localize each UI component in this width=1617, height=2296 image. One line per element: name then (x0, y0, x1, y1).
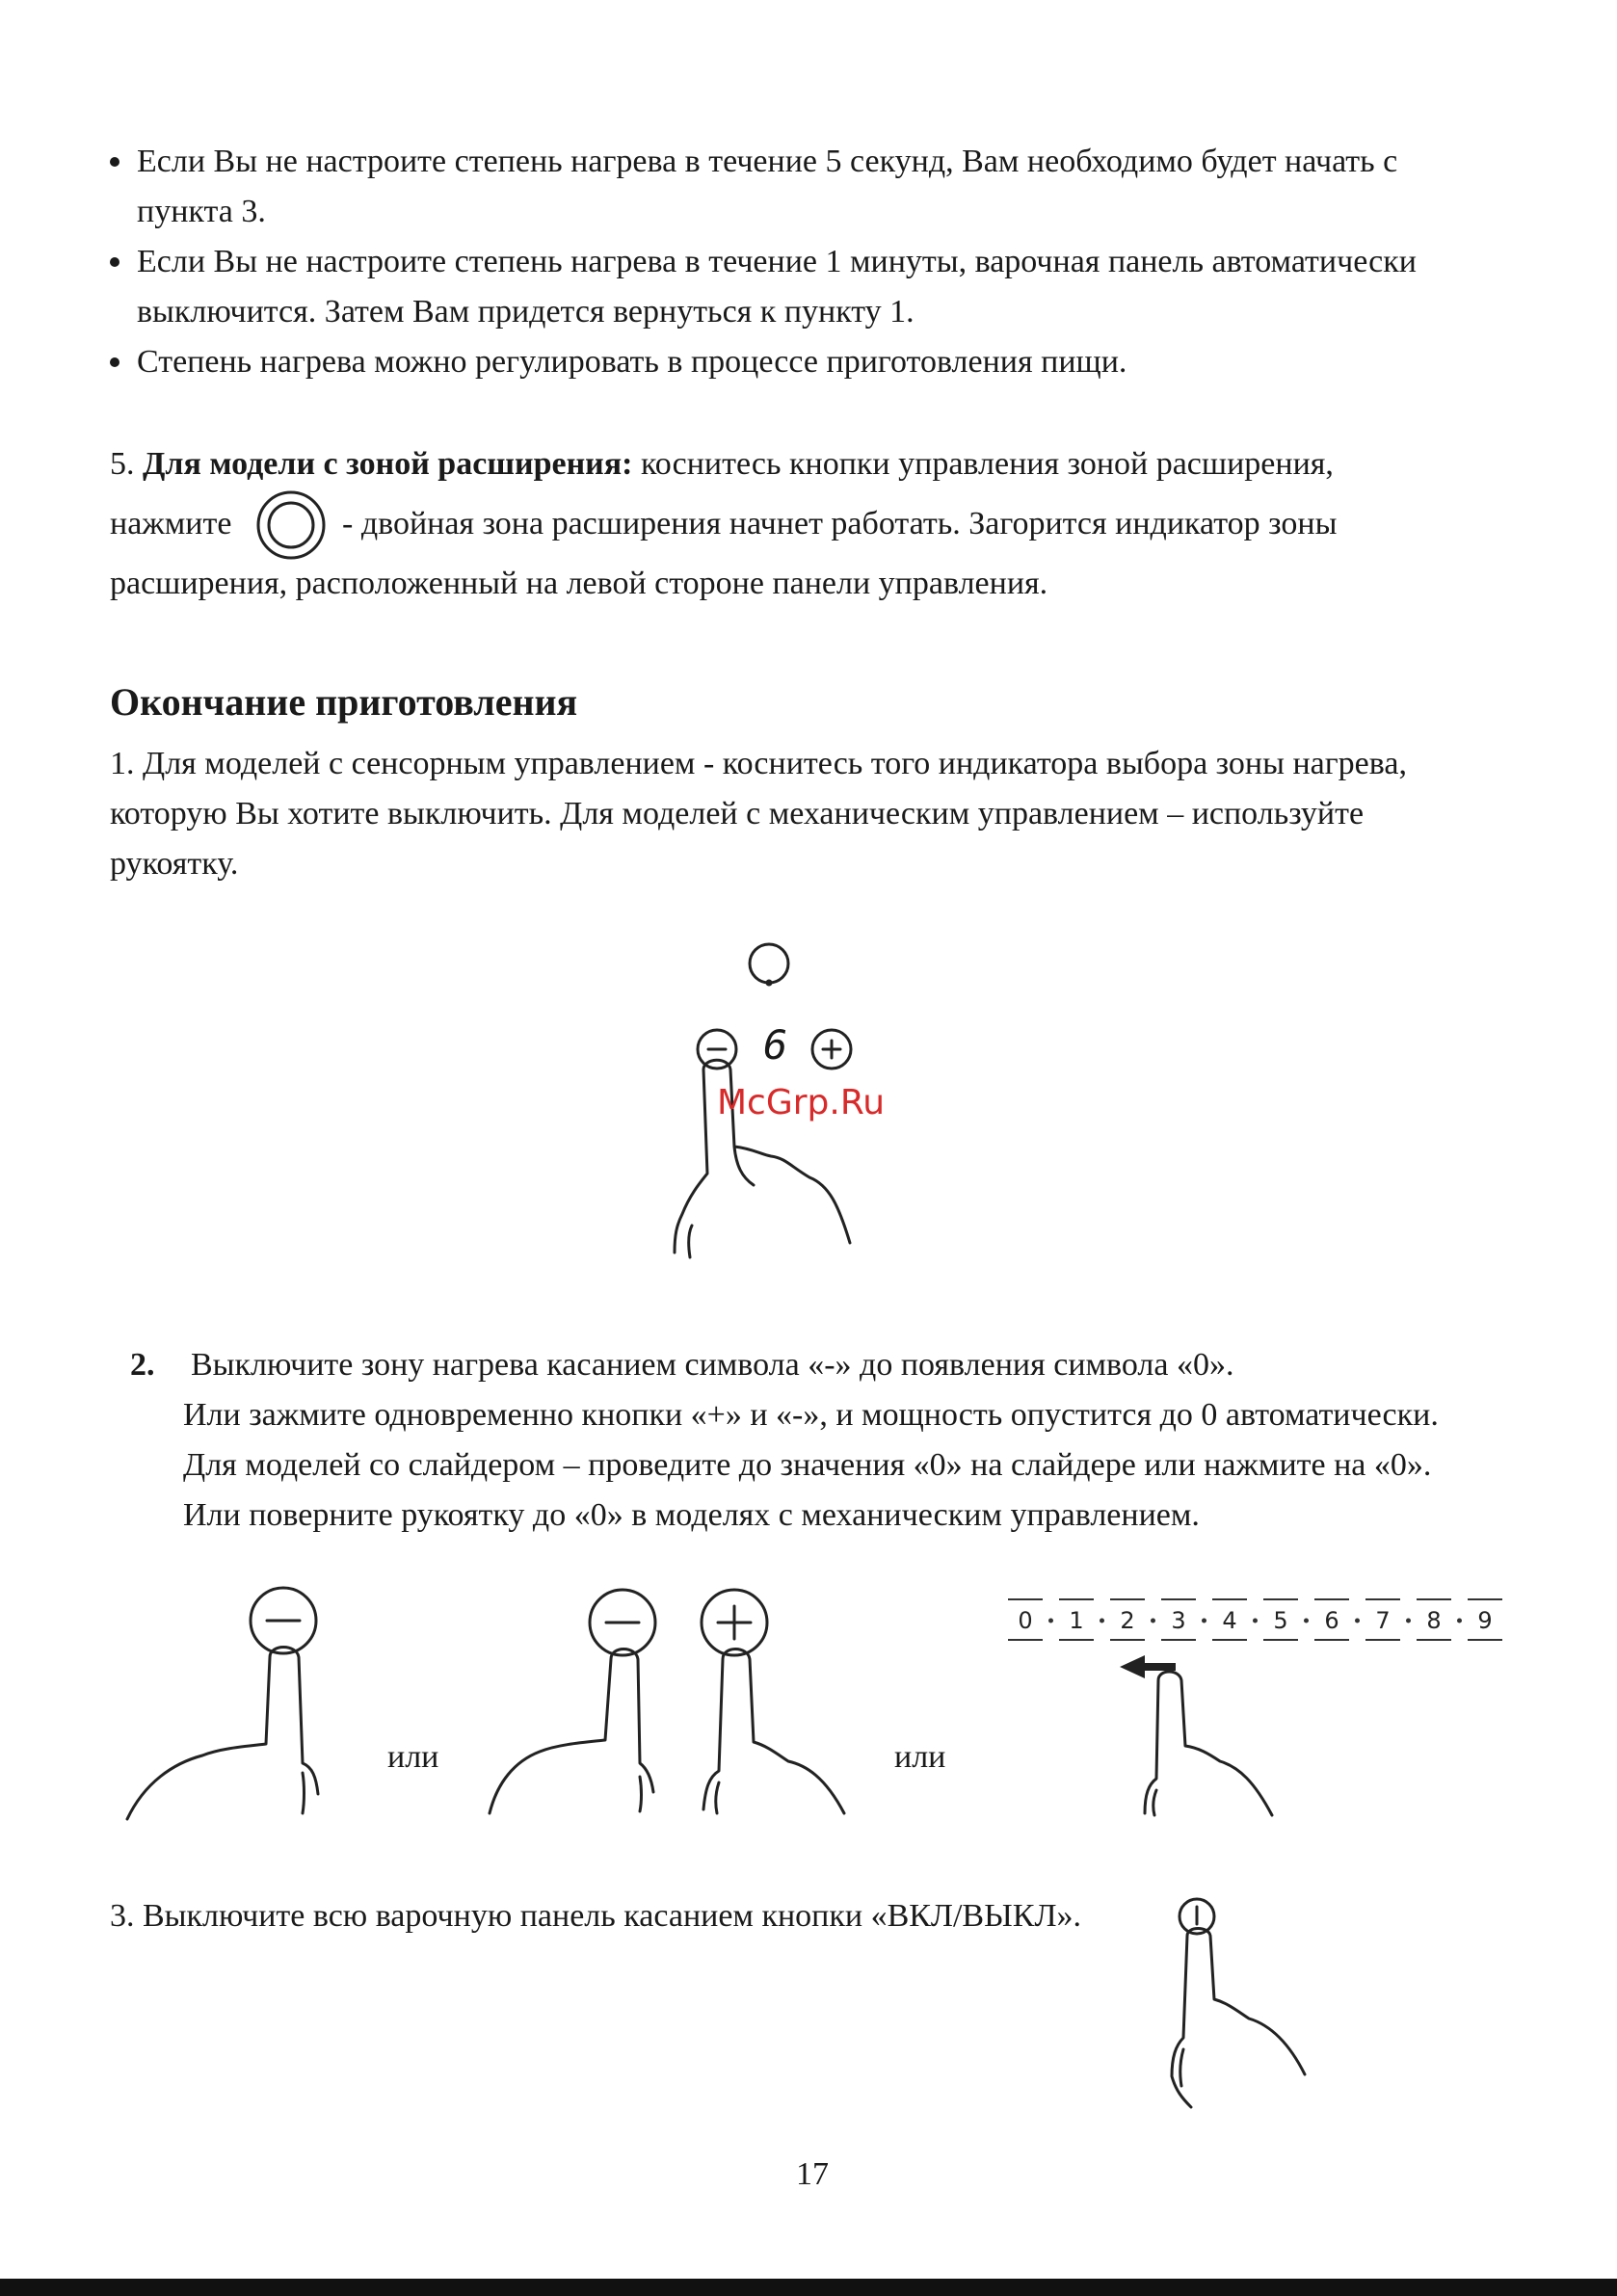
figure-zone-selector (665, 925, 935, 1281)
step-3-text: 3. Выключите всю варочную панель касанием кнопки «ВКЛ/ВЫКЛ». (110, 1898, 1081, 1934)
minus-button-icon (590, 1590, 655, 1655)
plus-button-icon (702, 1590, 767, 1655)
or-label: или (894, 1739, 946, 1775)
power-level-display: 6 (763, 1021, 788, 1069)
bullet-2-line-1: Если Вы не настроите степень нагрева в течение 1 минуты, варочная панель автоматически (137, 244, 1417, 279)
hand-icon (1145, 1672, 1272, 1815)
step-5-line-2: - двойная зона расширения начнет работать. Загорится индикатор зоны (342, 506, 1338, 541)
hand-icon (1172, 1929, 1305, 2108)
arrow-left-icon (1120, 1655, 1176, 1678)
figure-turn-off-methods (116, 1570, 1513, 1831)
section-title: Окончание приготовления (110, 680, 578, 724)
minus-button-icon (698, 1030, 736, 1069)
hand-icon (490, 1649, 653, 1814)
watermark-text: McGrp.Ru (717, 1083, 886, 1122)
plus-button-icon (812, 1030, 851, 1069)
slider-separator-dot (1202, 1619, 1206, 1623)
slider-label-3[interactable]: 3 (1171, 1607, 1186, 1634)
section-paragraph-line-3: рукоятку. (110, 846, 239, 882)
step-2-line-1: Выключите зону нагрева касанием символа «-» до появления символа «0». (191, 1347, 1234, 1383)
step-5-bold-label: Для модели с зоной расширения: (143, 446, 633, 482)
slider-label-5[interactable]: 5 (1273, 1607, 1288, 1634)
power-press-illustration (1156, 1893, 1330, 2115)
slider-label-1[interactable]: 1 (1069, 1607, 1084, 1634)
slider-illustration (1002, 1570, 1513, 1821)
slider-separator-dot (1304, 1619, 1309, 1623)
page-number: 17 (796, 2156, 829, 2192)
bullet-icon (110, 257, 119, 267)
or-label: или (387, 1739, 439, 1775)
step-2-number: 2. (130, 1347, 155, 1383)
bullet-icon (110, 157, 119, 167)
slider-separator-dot (1253, 1619, 1258, 1623)
bullet-3-line-1: Степень нагрева можно регулировать в процессе приготовления пищи. (137, 344, 1127, 380)
slider-separator-dot (1355, 1619, 1360, 1623)
step-5-text: коснитесь кнопки управления зоной расширения, (632, 446, 1334, 482)
minus-press-illustration (116, 1570, 366, 1821)
slider-label-8[interactable]: 8 (1426, 1607, 1442, 1634)
slider-label-7[interactable]: 7 (1375, 1607, 1391, 1634)
slider-label-2[interactable]: 2 (1120, 1607, 1135, 1634)
slider-separator-dot (1151, 1619, 1155, 1623)
slider-label-4[interactable]: 4 (1222, 1607, 1237, 1634)
slider-label-9[interactable]: 9 (1477, 1607, 1493, 1634)
hand-icon (703, 1649, 844, 1814)
step-2-line-4: Или поверните рукоятку до «0» в моделях с механическим управлением. (183, 1497, 1200, 1533)
hand-icon (127, 1648, 318, 1820)
bullet-1-line-1: Если Вы не настроите степень нагрева в течение 5 секунд, Вам необходимо будет начать с (137, 144, 1398, 179)
bullet-1-line-2: пункта 3. (137, 194, 266, 229)
slider-label-6[interactable]: 6 (1324, 1607, 1339, 1634)
bullet-icon (110, 357, 119, 367)
slider-separator-dot (1100, 1619, 1104, 1623)
minus-plus-press-illustration (482, 1570, 887, 1821)
page-bottom-rule (0, 2279, 1617, 2296)
section-paragraph-line-2: которую Вы хотите выключить. Для моделей с механическим управлением – используйте (110, 796, 1365, 831)
step-5-line-1 (110, 439, 1334, 489)
slider-label-0[interactable]: 0 (1018, 1607, 1033, 1634)
step-2-line-3: Для моделей со слайдером – проведите до значения «0» на слайдере или нажмите на «0». (183, 1447, 1432, 1483)
step-5-press-label: нажмите (110, 506, 232, 541)
step-2-line-2: Или зажмите одновременно кнопки «+» и «-», и мощность опустится до 0 автоматически. (183, 1397, 1439, 1433)
zone-indicator-icon (750, 944, 788, 987)
extension-zone-button-icon (254, 488, 328, 562)
section-paragraph-line-1: 1. Для моделей с сенсорным управлением - коснитесь того индикатора выбора зоны нагрева, (110, 746, 1407, 781)
slider-separator-dot (1406, 1619, 1411, 1623)
minus-button-icon (251, 1588, 316, 1653)
step-5-line-3: расширения, расположенный на левой стороне панели управления. (110, 566, 1048, 601)
slider-separator-dot (1048, 1619, 1053, 1623)
step-5-number: 5. (110, 446, 135, 482)
bullet-2-line-2: выключится. Затем Вам придется вернуться к пункту 1. (137, 294, 915, 330)
slider-separator-dot (1457, 1619, 1462, 1623)
